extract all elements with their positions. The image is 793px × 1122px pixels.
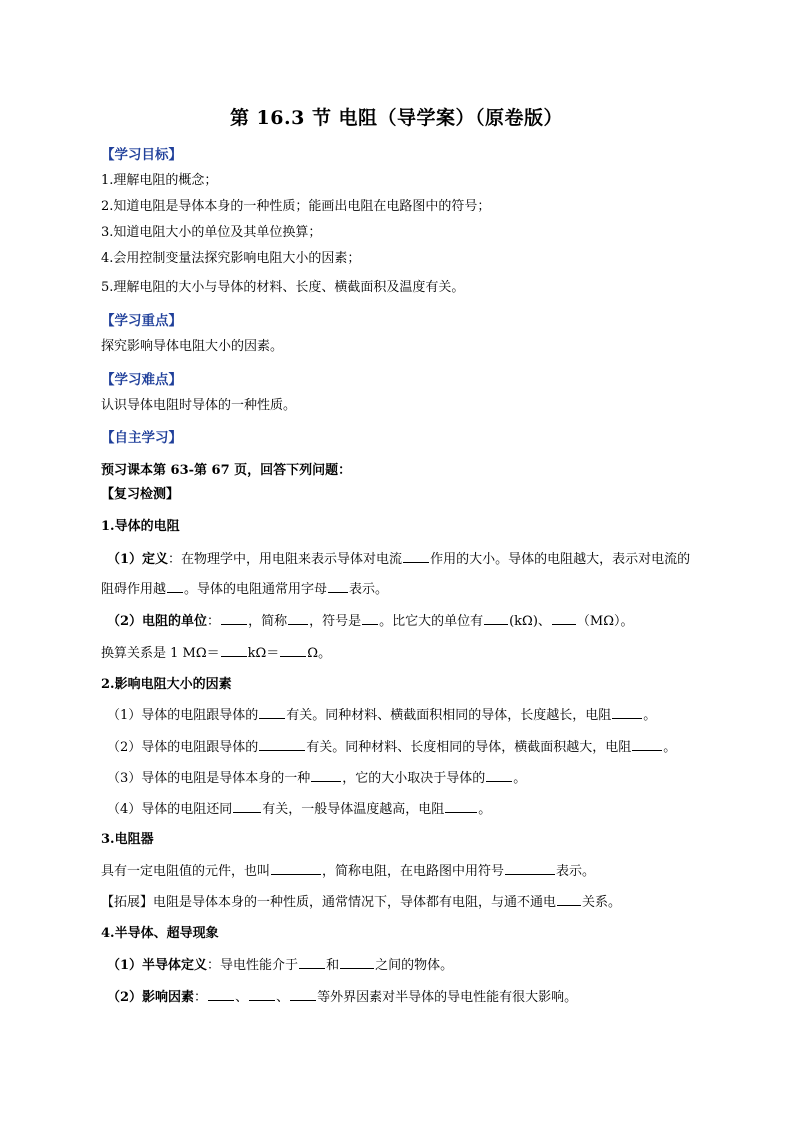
text: 等外界因素对半导体的导电性能有很大影响。 bbox=[317, 990, 578, 1005]
text: 。比它大的单位有 bbox=[379, 614, 484, 629]
difficulties-text: 认识导体电阻时导体的一种性质。 bbox=[101, 398, 297, 413]
conversion-line bbox=[101, 644, 331, 663]
semiconductor-definition bbox=[107, 956, 453, 975]
text: 作用的大小。导体的电阻越大，表示对电流的 bbox=[430, 552, 691, 567]
blank bbox=[288, 612, 308, 625]
influencing-factors bbox=[107, 988, 577, 1007]
heading-semiconductor: 4.半导体、超导现象 bbox=[101, 926, 219, 941]
definition-line-2 bbox=[101, 580, 388, 599]
blank bbox=[259, 738, 305, 751]
text: kΩ＝ bbox=[247, 646, 280, 661]
text: ，它的大小取决于导体的 bbox=[342, 771, 486, 786]
blank bbox=[445, 800, 477, 813]
blank bbox=[299, 956, 325, 969]
blank bbox=[362, 612, 378, 625]
text: (kΩ)、 bbox=[509, 614, 551, 629]
objective-2: 2.知道电阻是导体本身的一种性质；能画出电阻在电路图中的符号； bbox=[101, 199, 491, 214]
blank bbox=[403, 550, 429, 563]
text: ，简称电阻，在电路图中用符号 bbox=[322, 864, 505, 879]
text: 【拓展】电阻是导体本身的一种性质，通常情况下，导体都有电阻，与通不通电 bbox=[101, 895, 557, 910]
blank bbox=[612, 706, 642, 719]
text: 表示。 bbox=[349, 582, 389, 597]
text: 。导体的电阻通常用字母 bbox=[184, 582, 328, 597]
blank bbox=[552, 612, 576, 625]
section-difficulties: 【学习难点】 bbox=[101, 372, 182, 388]
text: （1）导体的电阻跟导体的 bbox=[107, 708, 259, 723]
text: 阻碍作用越 bbox=[101, 582, 167, 597]
blank bbox=[280, 644, 306, 657]
section-objectives: 【学习目标】 bbox=[101, 147, 182, 163]
text: ：导电性能介于 bbox=[207, 958, 299, 973]
section-key-points: 【学习重点】 bbox=[101, 313, 182, 329]
review-heading: 【复习检测】 bbox=[101, 487, 180, 502]
text: ： bbox=[194, 990, 208, 1005]
blank bbox=[233, 800, 261, 813]
objective-5: 5.理解电阻的大小与导体的材料、长度、横截面积及温度有关。 bbox=[101, 280, 465, 295]
blank bbox=[290, 988, 316, 1001]
text: ：在物理学中，用电阻来表示导体对电流 bbox=[168, 552, 403, 567]
blank bbox=[486, 769, 512, 782]
text: Ω。 bbox=[307, 646, 332, 661]
blank bbox=[632, 738, 662, 751]
definition-line bbox=[107, 550, 690, 569]
objective-3: 3.知道电阻大小的单位及其单位换算； bbox=[101, 225, 322, 240]
blank bbox=[221, 612, 247, 625]
text: 、 bbox=[235, 990, 249, 1005]
factor-length bbox=[107, 706, 656, 725]
text: 。 bbox=[513, 771, 527, 786]
definition-label: （1）定义 bbox=[107, 552, 169, 567]
blank bbox=[221, 644, 247, 657]
factor-area bbox=[107, 738, 676, 757]
text: 有关。同种材料、长度相同的导体，横截面积越大，电阻 bbox=[306, 740, 632, 755]
text: 之间的物体。 bbox=[375, 958, 454, 973]
factor-temperature bbox=[107, 800, 491, 819]
text: 有关，一般导体温度越高，电阻 bbox=[262, 802, 445, 817]
factors-label: （2）影响因素 bbox=[107, 990, 195, 1005]
text: ，简称 bbox=[248, 614, 288, 629]
factor-property bbox=[107, 769, 526, 788]
heading-resistance-factors: 2.影响电阻大小的因素 bbox=[101, 677, 232, 692]
objective-1: 1.理解电阻的概念； bbox=[101, 173, 218, 188]
text: 具有一定电阻值的元件，也叫 bbox=[101, 864, 271, 879]
text: ，符号是 bbox=[309, 614, 362, 629]
unit-line bbox=[107, 612, 634, 631]
text: 。 bbox=[643, 708, 657, 723]
extension-line bbox=[101, 893, 621, 912]
text: （4）导体的电阻还同 bbox=[107, 802, 233, 817]
heading-conductor-resistance: 1.导体的电阻 bbox=[101, 519, 180, 534]
blank bbox=[340, 956, 374, 969]
blank bbox=[167, 580, 183, 593]
page-title: 第 16.3 节 电阻（导学案）（原卷版） bbox=[229, 107, 564, 129]
semiconductor-label: （1）半导体定义 bbox=[107, 958, 208, 973]
text: （MΩ）。 bbox=[576, 614, 634, 629]
key-points-text: 探究影响导体电阻大小的因素。 bbox=[101, 339, 284, 354]
blank bbox=[484, 612, 508, 625]
text: （2）导体的电阻跟导体的 bbox=[107, 740, 259, 755]
section-self-study: 【自主学习】 bbox=[101, 430, 182, 446]
text: ： bbox=[207, 614, 221, 629]
blank bbox=[505, 862, 555, 875]
text: （3）导体的电阻是导体本身的一种 bbox=[107, 771, 311, 786]
blank bbox=[249, 988, 275, 1001]
blank bbox=[328, 580, 348, 593]
unit-label: （2）电阻的单位 bbox=[107, 614, 208, 629]
text: 。 bbox=[478, 802, 492, 817]
blank bbox=[259, 706, 285, 719]
text: 表示。 bbox=[556, 864, 596, 879]
text: 和 bbox=[326, 958, 340, 973]
blank bbox=[208, 988, 234, 1001]
blank bbox=[271, 862, 321, 875]
text: 有关。同种材料、横截面积相同的导体，长度越长，电阻 bbox=[286, 708, 612, 723]
blank bbox=[311, 769, 341, 782]
text: 。 bbox=[663, 740, 677, 755]
resistor-line bbox=[101, 862, 595, 881]
blank bbox=[557, 893, 581, 906]
objective-4: 4.会用控制变量法探究影响电阻大小的因素； bbox=[101, 251, 361, 266]
heading-resistor: 3.电阻器 bbox=[101, 832, 154, 847]
text: 、 bbox=[276, 990, 290, 1005]
text: 换算关系是 1 MΩ＝ bbox=[101, 646, 220, 661]
preview-instruction: 预习课本第 63-第 67 页，回答下列问题： bbox=[101, 463, 352, 478]
text: 关系。 bbox=[582, 895, 622, 910]
